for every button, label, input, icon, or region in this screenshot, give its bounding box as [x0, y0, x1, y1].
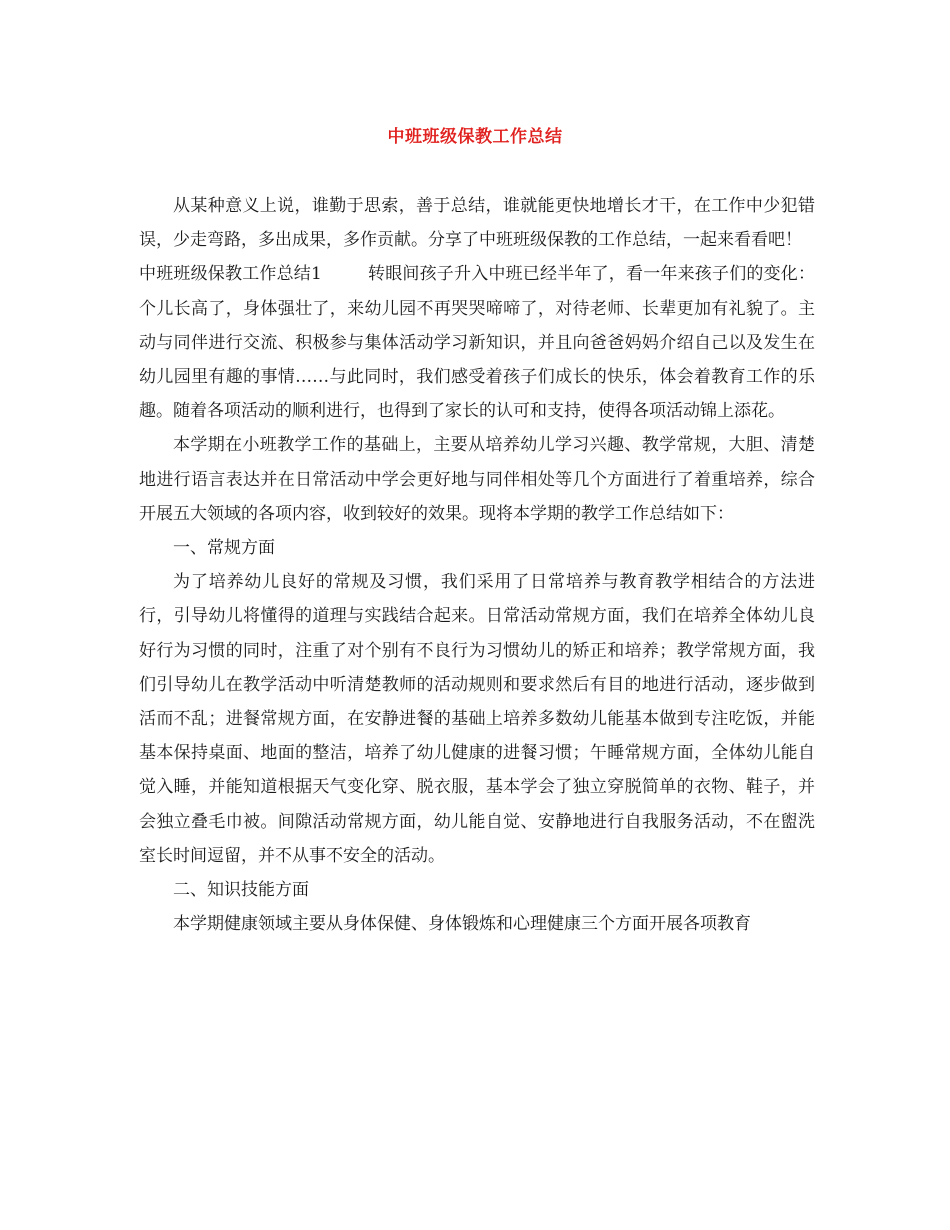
section1-text: 转眼间孩子升入中班已经半年了，看一年来孩子们的变化：个儿长高了，身体强壮了，来幼儿园不再哭哭啼啼了，对待老师、长辈更加有礼貌了。主动与同伴进行交流、积极参与集体活动学习新知识，并且向爸爸妈妈介绍自己以及发生在幼儿园里有趣的事情……与此同时，我们感受着孩子们成长的快乐，体会着教育工作的乐趣。随着各项活动的顺利进行，也得到了家长的认可和支持，使得各项活动锦上添花。 [139, 264, 815, 422]
section1-heading: 中班班级保教工作总结1 [139, 264, 322, 285]
skills-heading: 二、知识技能方面 [173, 880, 309, 901]
section1-paragraph [139, 257, 815, 428]
document-title: 中班班级保教工作总结 [387, 127, 563, 147]
intro-paragraph: 从某种意义上说，谁勤于思索，善于总结，谁就能更快地增长才干，在工作中少犯错误，少走弯路，多出成果，多作贡献。分享了中班班级保教的工作总结，一起来看看吧！ [139, 196, 815, 251]
routine-heading: 一、常规方面 [173, 538, 275, 559]
paragraph-2: 本学期在小班教学工作的基础上，主要从培养幼儿学习兴趣、教学常规，大胆、清楚地进行语言表达并在日常活动中学会更好地与同伴相处等几个方面进行了着重培养，综合开展五大领域的各项内容，收到较好的效果。现将本学期的教学工作总结如下： [139, 435, 815, 524]
routine-paragraph: 为了培养幼儿良好的常规及习惯，我们采用了日常培养与教育教学相结合的方法进行，引导幼儿将懂得的道理与实践结合起来。日常活动常规方面，我们在培养全体幼儿良好行为习惯的同时，注重了对个别有不良行为习惯幼儿的矫正和培养；教学常规方面，我们引导幼儿在教学活动中听清楚教师的活动规则和要求然后有目的地进行活动，逐步做到活而不乱；进餐常规方面，在安静进餐的基础上培养多数幼儿能基本做到专注吃饭，并能基本保持桌面、地面的整洁，培养了幼儿健康的进餐习惯；午睡常规方面，全体幼儿能自觉入睡，并能知道根据天气变化穿、脱衣服，基本学会了独立穿脱简单的衣物、鞋子，并会独立叠毛巾被。间隙活动常规方面，幼儿能自觉、安静地进行自我服务活动，不在盥洗室长时间逗留，并不从事不安全的活动。 [139, 572, 815, 866]
document-body [139, 189, 815, 941]
skills-paragraph: 本学期健康领域主要从身体保健、身体锻炼和心理健康三个方面开展各项教育 [173, 914, 751, 935]
